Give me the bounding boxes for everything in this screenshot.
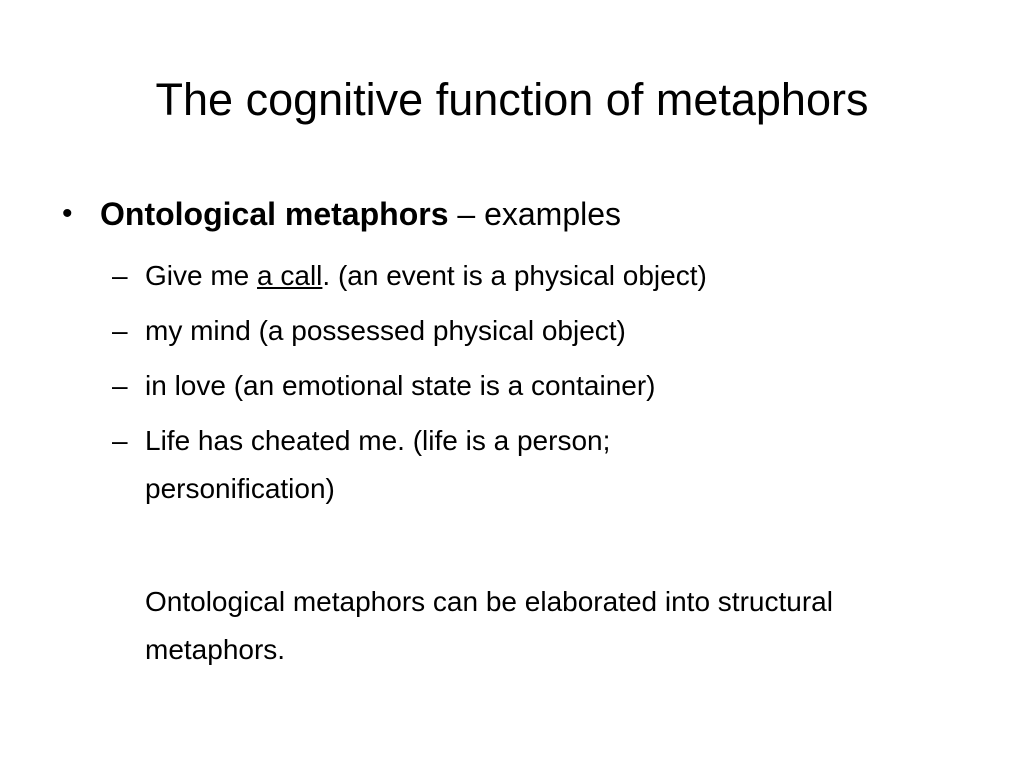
- sub-bullet-prefix: Give me: [145, 260, 258, 291]
- main-bullet-bold: Ontological metaphors: [100, 196, 449, 232]
- sub-bullet-text: [145, 252, 905, 300]
- sub-bullet-suffix: . (an event is a physical object): [322, 260, 707, 291]
- sub-bullet-text: my mind (a possessed physical object): [145, 315, 626, 346]
- dash-icon: –: [112, 315, 128, 346]
- slide-note: Ontological metaphors can be elaborated into structural metaphors.: [145, 586, 833, 665]
- dash-icon: –: [112, 260, 128, 291]
- slide-title: The cognitive function of metaphors: [155, 74, 869, 125]
- sub-bullet-underlined: a call: [257, 260, 323, 291]
- main-bullet-text: [100, 192, 621, 236]
- sub-bullet-text: Life has cheated me. (life is a person; personification): [145, 425, 611, 504]
- bullet-dot-icon: •: [62, 197, 73, 230]
- dash-icon: –: [112, 425, 128, 456]
- dash-icon: –: [112, 370, 128, 401]
- sub-bullet-text: in love (an emotional state is a container): [145, 370, 656, 401]
- main-bullet-rest: – examples: [448, 196, 622, 232]
